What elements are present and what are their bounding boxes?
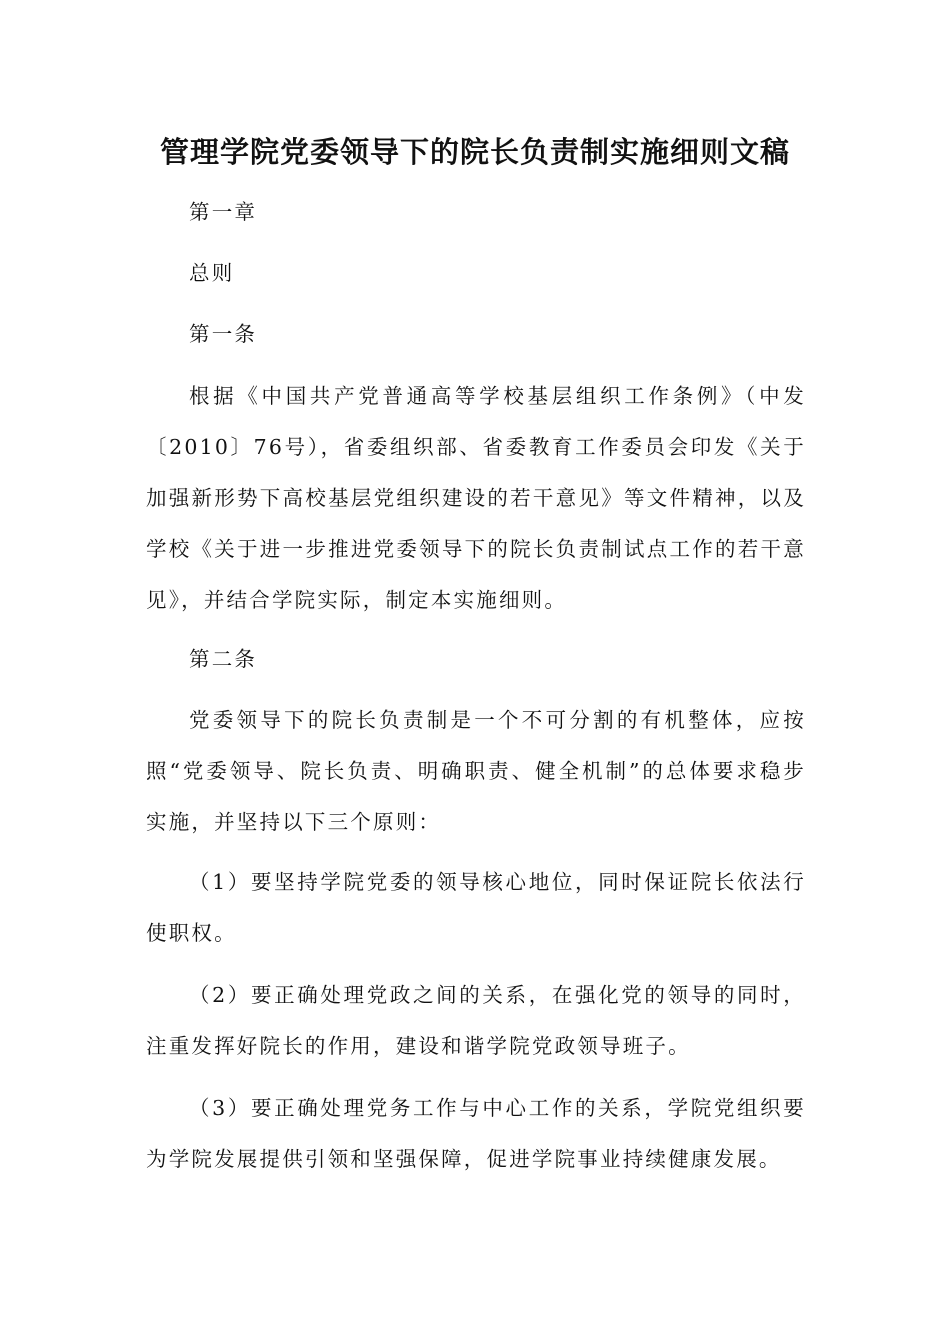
principle-2: （2）要正确处理党政之间的关系，在强化党的领导的同时，注重发挥好院长的作用，建设和谐学院党政领导班子。: [146, 983, 806, 1058]
document-title: 管理学院党委领导下的院长负责制实施细则文稿: [159, 135, 790, 169]
article-1-body: 根据《中国共产党普通高等学校基层组织工作条例》（中发〔2010〕76号），省委组织部、省委教育工作委员会印发《关于加强新形势下高校基层党组织建设的若干意见》等文件精神，以及学校《关于进一步推进党委领导下的院长负责制试点工作的若干意见》，并结合学院实际，制定本实施细则。: [146, 384, 806, 612]
article-2-heading: 第二条: [189, 647, 258, 671]
article-1-heading: 第一条: [189, 322, 258, 346]
section-heading: 总则: [189, 261, 235, 285]
article-2-body: 党委领导下的院长负责制是一个不可分割的有机整体，应按照“党委领导、院长负责、明确职责、健全机制”的总体要求稳步实施，并坚持以下三个原则：: [146, 708, 806, 834]
principle-3: （3）要正确处理党务工作与中心工作的关系，学院党组织要为学院发展提供引领和坚强保障，促进学院事业持续健康发展。: [146, 1096, 806, 1171]
chapter-heading: 第一章: [189, 200, 258, 224]
principle-1: （1）要坚持学院党委的领导核心地位，同时保证院长依法行使职权。: [146, 870, 806, 945]
